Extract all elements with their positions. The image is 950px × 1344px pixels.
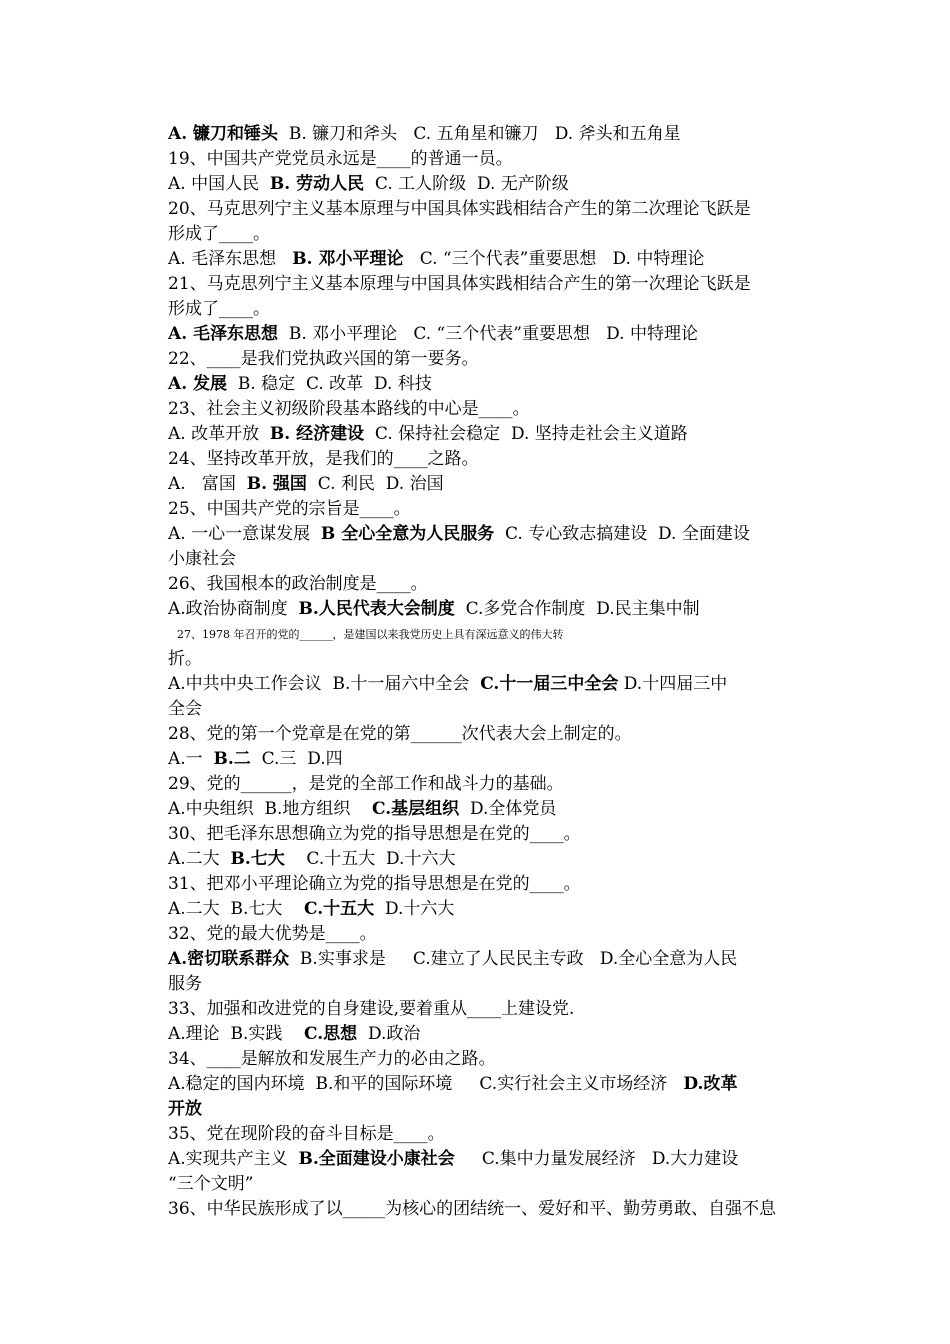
text-line-l2	[168, 147, 786, 172]
question-text: 32、党的最大优势是____。	[168, 924, 377, 944]
question-text: A.一	[168, 749, 214, 769]
text-line-l41	[168, 1122, 786, 1147]
answer-text: A. 毛泽东思想	[168, 324, 279, 344]
question-text: D.全体党员	[459, 799, 557, 819]
text-line-l25	[168, 722, 786, 747]
question-text: A. 一心一意谋发展	[168, 524, 321, 544]
question-text: A.实现共产主义	[168, 1149, 299, 1169]
text-line-l5	[168, 222, 786, 247]
text-line-l34	[168, 947, 786, 972]
question-text: C. 利民 D. 治国	[306, 474, 444, 494]
text-line-l20	[168, 597, 786, 622]
question-text: A. 中国人民	[168, 174, 270, 194]
question-text: 34、____是解放和发展生产力的必由之路。	[168, 1049, 496, 1069]
text-line-l36	[168, 997, 786, 1022]
question-text: C.集中力量发展经济 D.大力建设	[454, 1149, 739, 1169]
question-text: 30、把毛泽东思想确立为党的指导思想是在党的____。	[168, 824, 581, 844]
question-text: 形成了____。	[168, 299, 270, 319]
question-text: B. 稳定 C. 改革 D. 科技	[227, 374, 432, 394]
question-text: 26、我国根本的政治制度是____。	[168, 574, 428, 594]
text-line-l27	[168, 772, 786, 797]
text-line-l44	[168, 1197, 786, 1222]
question-text: 形成了____。	[168, 224, 270, 244]
text-line-l43	[168, 1172, 786, 1197]
text-line-l24	[168, 697, 786, 722]
question-text: C. 工人阶级 D. 无产阶级	[364, 174, 569, 194]
answer-text: B.人民代表大会制度	[298, 599, 455, 619]
text-line-l15	[168, 472, 786, 497]
text-line-l26	[168, 747, 786, 772]
answer-text: B.二	[213, 749, 251, 769]
question-text: A.中共中央工作会议 B.十一届六中全会	[168, 674, 481, 694]
question-text: 全会	[168, 699, 202, 719]
question-text: 服务	[168, 974, 202, 994]
text-line-l40	[168, 1097, 786, 1122]
answer-text: D.改革	[683, 1074, 738, 1094]
answer-text: 开放	[168, 1099, 202, 1119]
text-line-l33	[168, 922, 786, 947]
question-text: 24、坚持改革开放，是我们的____之路。	[168, 449, 479, 469]
document-page	[168, 122, 786, 1222]
text-line-l11	[168, 372, 786, 397]
text-line-l18	[168, 547, 786, 572]
answer-text: A. 镰刀和锤头	[168, 124, 279, 144]
answer-text: C.十一届三中全会	[480, 674, 619, 694]
text-line-l37	[168, 1022, 786, 1047]
question-text: C. 专心致志搞建设 D. 全面建设	[494, 524, 750, 544]
text-line-l38	[168, 1047, 786, 1072]
question-text: C.三 D.四	[250, 749, 343, 769]
question-text: 21、马克思列宁主义基本原理与中国具体实践相结合产生的第一次理论飞跃是	[168, 274, 751, 294]
text-line-l14	[168, 447, 786, 472]
answer-text: C.基层组织	[372, 799, 460, 819]
question-text: C. “三个代表”重要思想 D. 中特理论	[403, 249, 705, 269]
text-line-l17	[168, 522, 786, 547]
answer-text: C.思想	[304, 1024, 358, 1044]
text-line-l10	[168, 347, 786, 372]
question-text: C. 保持社会稳定 D. 坚持走社会主义道路	[364, 424, 688, 444]
question-text: D.十六大	[374, 899, 455, 919]
text-line-l28	[168, 797, 786, 822]
answer-text: B.全面建设小康社会	[298, 1149, 455, 1169]
answer-text: B. 邓小平理论	[292, 249, 404, 269]
question-text: B. 镰刀和斧头 C. 五角星和镰刀 D. 斧头和五角星	[278, 124, 681, 144]
question-text: 35、党在现阶段的奋斗目标是____。	[168, 1124, 445, 1144]
text-line-l35	[168, 972, 786, 997]
text-line-l21	[168, 622, 786, 647]
question-text: 33、加强和改进党的自身建设,要着重从____上建设党.	[168, 999, 575, 1019]
question-text: C.多党合作制度 D.民主集中制	[454, 599, 700, 619]
answer-text: B.七大	[230, 849, 285, 869]
question-text: D.政治	[357, 1024, 421, 1044]
answer-text: A. 发展	[168, 374, 228, 394]
question-text: B. 邓小平理论 C. “三个代表”重要思想 D. 中特理论	[278, 324, 698, 344]
text-line-l1	[168, 122, 786, 147]
question-text: D.十四届三中	[618, 674, 728, 694]
text-line-l31	[168, 872, 786, 897]
question-text: 31、把邓小平理论确立为党的指导思想是在党的____。	[168, 874, 581, 894]
text-line-l32	[168, 897, 786, 922]
answer-text: B 全心全意为人民服务	[320, 524, 495, 544]
text-line-l19	[168, 572, 786, 597]
text-line-l16	[168, 497, 786, 522]
question-text: A.政治协商制度	[168, 599, 299, 619]
question-text: 36、中华民族形成了以_____为核心的团结统一、爱好和平、勤劳勇敢、自强不息	[168, 1199, 777, 1219]
question-text: 23、社会主义初级阶段基本路线的中心是____。	[168, 399, 530, 419]
text-line-l23	[168, 672, 786, 697]
question-text: A. 富国	[168, 474, 247, 494]
text-line-l6	[168, 247, 786, 272]
question-text: A.稳定的国内环境 B.和平的国际环境 C.实行社会主义市场经济	[168, 1074, 684, 1094]
question-text: 折。	[168, 649, 202, 669]
text-line-l22	[168, 647, 786, 672]
text-line-l39	[168, 1072, 786, 1097]
question-text: 22、____是我们党执政兴国的第一要务。	[168, 349, 479, 369]
answer-text: B. 强国	[246, 474, 307, 494]
question-text: A.二大 B.七大	[168, 899, 304, 919]
text-line-l7	[168, 272, 786, 297]
text-line-l12	[168, 397, 786, 422]
question-text: 小康社会	[168, 549, 236, 569]
question-text: 29、党的______，是党的全部工作和战斗力的基础。	[168, 774, 564, 794]
answer-text: C.十五大	[304, 899, 375, 919]
answer-text: B. 劳动人民	[269, 174, 365, 194]
question-text: 25、中国共产党的宗旨是____。	[168, 499, 411, 519]
text-line-l13	[168, 422, 786, 447]
answer-text: B. 经济建设	[269, 424, 365, 444]
question-text: 19、中国共产党党员永远是____的普通一员。	[168, 149, 513, 169]
question-text: C.十五大 D.十六大	[284, 849, 456, 869]
text-line-l9	[168, 322, 786, 347]
question-text: 27、1978 年召开的党的______，是建国以来我党历史上具有深远意义的伟大转	[177, 628, 564, 641]
question-text: 20、马克思列宁主义基本原理与中国具体实践相结合产生的第二次理论飞跃是	[168, 199, 751, 219]
question-text: “三个文明”	[168, 1174, 254, 1194]
question-text: A.理论 B.实践	[168, 1024, 304, 1044]
question-text: B.实事求是 C.建立了人民民主专政 D.全心全意为人民	[289, 949, 738, 969]
text-line-l30	[168, 847, 786, 872]
question-text: A.二大	[168, 849, 231, 869]
text-line-l29	[168, 822, 786, 847]
question-text: A. 改革开放	[168, 424, 270, 444]
question-text: A. 毛泽东思想	[168, 249, 293, 269]
text-line-l8	[168, 297, 786, 322]
text-line-l3	[168, 172, 786, 197]
answer-text: A.密切联系群众	[168, 949, 290, 969]
text-line-l4	[168, 197, 786, 222]
text-line-l42	[168, 1147, 786, 1172]
question-text: 28、党的第一个党章是在党的第______次代表大会上制定的。	[168, 724, 632, 744]
question-text: A.中央组织 B.地方组织	[168, 799, 372, 819]
